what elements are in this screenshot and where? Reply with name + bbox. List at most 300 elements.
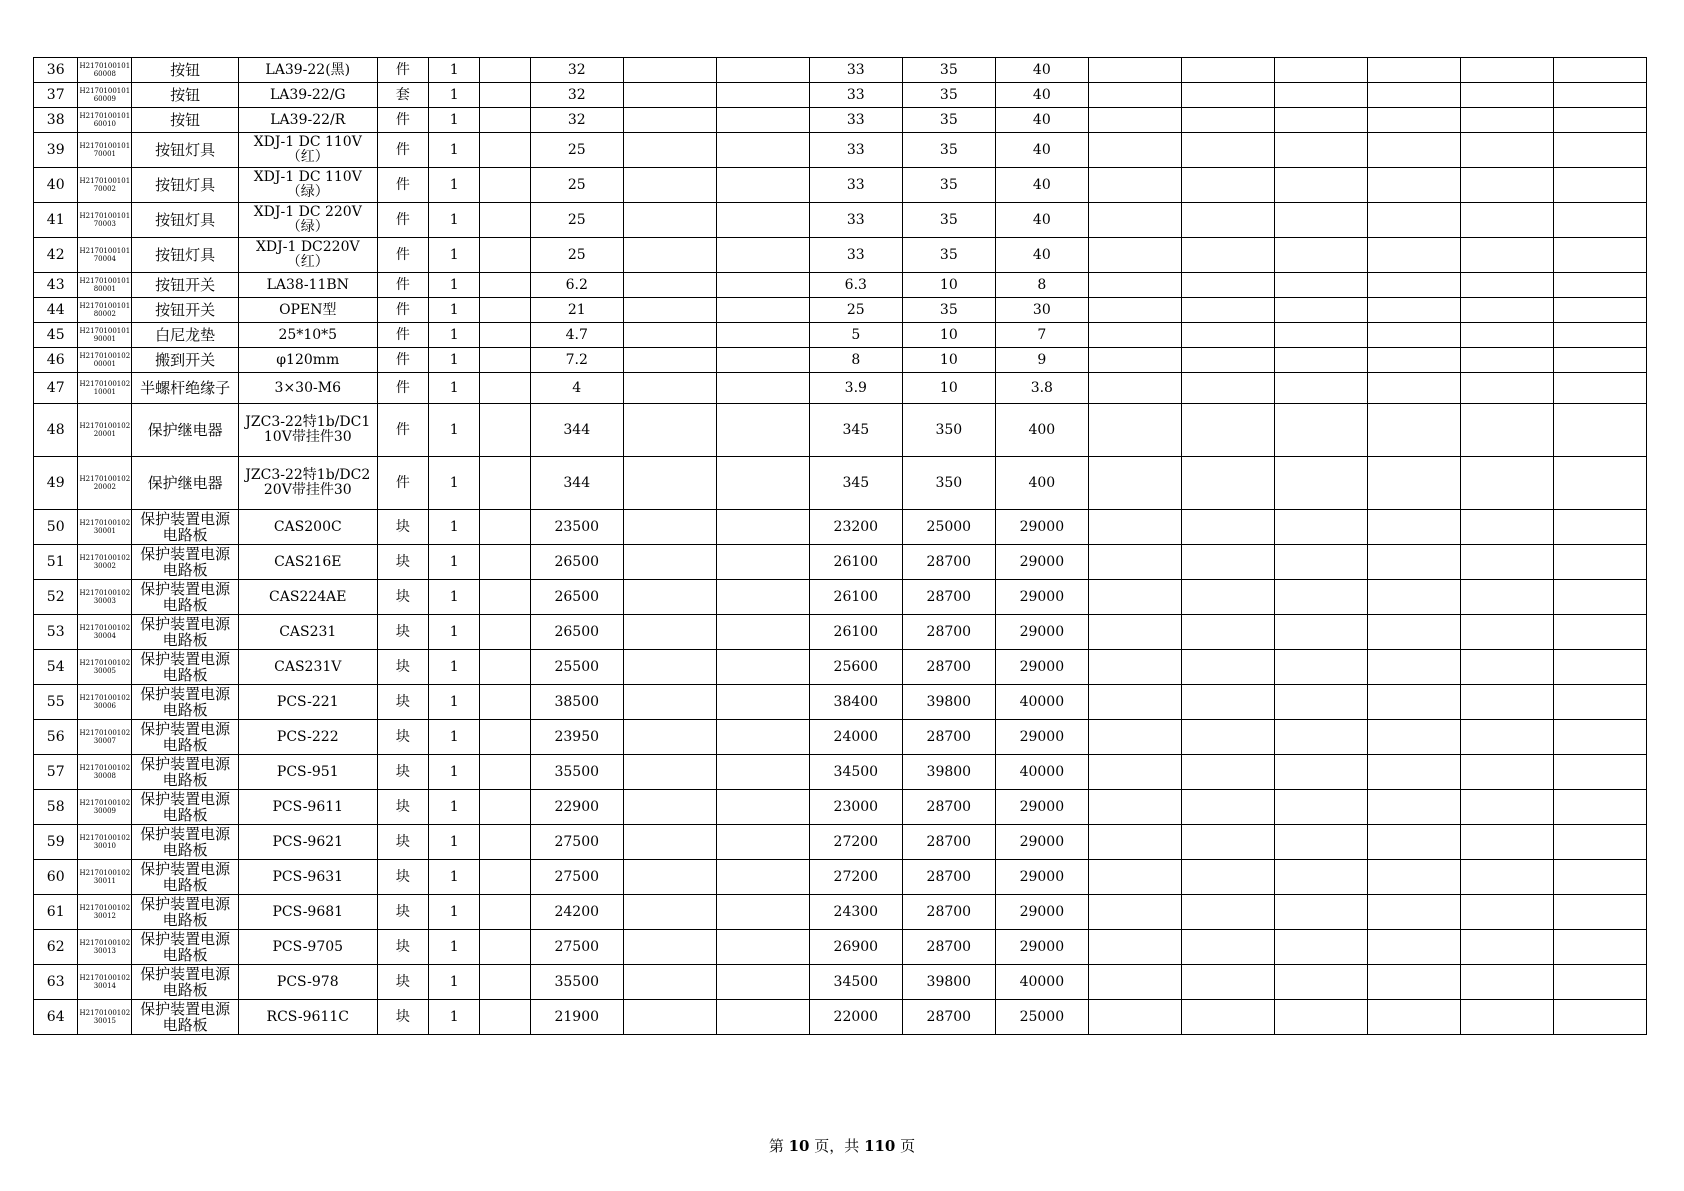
- cell-spec: CAS224AE: [239, 580, 377, 615]
- cell-blank-10: [716, 298, 809, 323]
- cell-qty: 1: [429, 168, 480, 203]
- cell-price-3: 10: [902, 373, 995, 404]
- table-row: [34, 545, 1647, 580]
- cell-price-2: 33: [809, 203, 902, 238]
- cell-qty: 1: [429, 298, 480, 323]
- cell-price-3: 35: [902, 298, 995, 323]
- cell-blank-9: [623, 457, 716, 510]
- cell-blank-10: [716, 510, 809, 545]
- cell-code: H217010010230008: [78, 755, 132, 790]
- cell-name: 半螺杆绝缘子: [132, 373, 239, 404]
- cell-blank-16: [1274, 457, 1367, 510]
- cell-blank-18: [1460, 108, 1553, 133]
- cell-blank-17: [1367, 825, 1460, 860]
- cell-price-4: 29000: [995, 510, 1088, 545]
- cell-code: H217010010230011: [78, 860, 132, 895]
- cell-blank-9: [623, 545, 716, 580]
- cell-price-3: 35: [902, 203, 995, 238]
- cell-name: 保护装置电源电路板: [132, 650, 239, 685]
- cell-price-3: 28700: [902, 1000, 995, 1035]
- cell-blank-17: [1367, 457, 1460, 510]
- cell-unit: 套: [377, 83, 429, 108]
- cell-blank-19: [1553, 930, 1646, 965]
- cell-price-3: 28700: [902, 790, 995, 825]
- table-row: [34, 825, 1647, 860]
- cell-blank-19: [1553, 83, 1646, 108]
- cell-no: 47: [34, 373, 78, 404]
- cell-blank-19: [1553, 895, 1646, 930]
- cell-blank-18: [1460, 168, 1553, 203]
- cell-blank-14: [1088, 965, 1181, 1000]
- cell-blank-18: [1460, 348, 1553, 373]
- cell-code: H217010010220001: [78, 404, 132, 457]
- cell-blank-7: [480, 930, 531, 965]
- cell-spec: XDJ-1 DC220V（红）: [239, 238, 377, 273]
- table-body: [34, 58, 1647, 1035]
- cell-code: H217010010190001: [78, 323, 132, 348]
- cell-price-1: 22900: [530, 790, 623, 825]
- cell-code: H217010010230003: [78, 580, 132, 615]
- cell-blank-17: [1367, 83, 1460, 108]
- cell-name: 保护装置电源电路板: [132, 860, 239, 895]
- cell-price-2: 33: [809, 58, 902, 83]
- cell-unit: 块: [377, 825, 429, 860]
- cell-qty: 1: [429, 930, 480, 965]
- price-table: [33, 57, 1647, 1035]
- cell-blank-7: [480, 58, 531, 83]
- table-row: [34, 168, 1647, 203]
- cell-unit: 块: [377, 650, 429, 685]
- cell-no: 36: [34, 58, 78, 83]
- cell-blank-9: [623, 58, 716, 83]
- cell-blank-16: [1274, 685, 1367, 720]
- cell-blank-10: [716, 323, 809, 348]
- cell-qty: 1: [429, 755, 480, 790]
- cell-qty: 1: [429, 720, 480, 755]
- cell-name: 保护装置电源电路板: [132, 510, 239, 545]
- cell-blank-18: [1460, 373, 1553, 404]
- cell-price-4: 29000: [995, 825, 1088, 860]
- cell-name: 保护装置电源电路板: [132, 720, 239, 755]
- cell-blank-9: [623, 895, 716, 930]
- cell-price-3: 28700: [902, 825, 995, 860]
- page-footer: [0, 1135, 1684, 1156]
- cell-blank-9: [623, 860, 716, 895]
- cell-blank-18: [1460, 930, 1553, 965]
- cell-price-3: 35: [902, 58, 995, 83]
- cell-blank-15: [1181, 790, 1274, 825]
- cell-blank-16: [1274, 895, 1367, 930]
- cell-blank-14: [1088, 133, 1181, 168]
- cell-code: H217010010230013: [78, 930, 132, 965]
- cell-qty: 1: [429, 58, 480, 83]
- table-row: [34, 790, 1647, 825]
- cell-unit: 件: [377, 373, 429, 404]
- cell-blank-9: [623, 685, 716, 720]
- cell-blank-18: [1460, 895, 1553, 930]
- cell-qty: 1: [429, 323, 480, 348]
- cell-blank-16: [1274, 348, 1367, 373]
- cell-blank-16: [1274, 58, 1367, 83]
- cell-blank-15: [1181, 298, 1274, 323]
- cell-name: 按钮开关: [132, 273, 239, 298]
- cell-price-2: 345: [809, 404, 902, 457]
- cell-name: 按钮: [132, 58, 239, 83]
- cell-qty: 1: [429, 965, 480, 1000]
- cell-blank-17: [1367, 510, 1460, 545]
- table-row: [34, 1000, 1647, 1035]
- cell-blank-17: [1367, 203, 1460, 238]
- cell-spec: XDJ-1 DC 220V（绿）: [239, 203, 377, 238]
- cell-price-3: 35: [902, 168, 995, 203]
- cell-blank-19: [1553, 203, 1646, 238]
- cell-price-1: 38500: [530, 685, 623, 720]
- cell-price-4: 29000: [995, 860, 1088, 895]
- cell-blank-14: [1088, 168, 1181, 203]
- cell-no: 57: [34, 755, 78, 790]
- cell-blank-19: [1553, 615, 1646, 650]
- cell-blank-18: [1460, 860, 1553, 895]
- cell-blank-9: [623, 373, 716, 404]
- cell-price-2: 25600: [809, 650, 902, 685]
- cell-blank-7: [480, 790, 531, 825]
- cell-blank-14: [1088, 457, 1181, 510]
- cell-qty: 1: [429, 615, 480, 650]
- cell-blank-17: [1367, 238, 1460, 273]
- cell-price-3: 39800: [902, 965, 995, 1000]
- cell-qty: 1: [429, 650, 480, 685]
- cell-blank-14: [1088, 323, 1181, 348]
- cell-price-2: 27200: [809, 825, 902, 860]
- cell-blank-14: [1088, 685, 1181, 720]
- cell-spec: CAS200C: [239, 510, 377, 545]
- cell-blank-15: [1181, 825, 1274, 860]
- cell-qty: 1: [429, 348, 480, 373]
- cell-blank-7: [480, 273, 531, 298]
- cell-blank-18: [1460, 790, 1553, 825]
- cell-price-2: 24300: [809, 895, 902, 930]
- cell-blank-18: [1460, 825, 1553, 860]
- cell-unit: 块: [377, 720, 429, 755]
- cell-code: H217010010160009: [78, 83, 132, 108]
- cell-price-1: 7.2: [530, 348, 623, 373]
- cell-blank-7: [480, 650, 531, 685]
- cell-blank-19: [1553, 755, 1646, 790]
- cell-blank-7: [480, 545, 531, 580]
- cell-price-1: 21: [530, 298, 623, 323]
- cell-blank-19: [1553, 965, 1646, 1000]
- cell-price-2: 33: [809, 108, 902, 133]
- cell-blank-19: [1553, 860, 1646, 895]
- cell-name: 按钮灯具: [132, 168, 239, 203]
- cell-price-4: 40: [995, 168, 1088, 203]
- cell-blank-18: [1460, 720, 1553, 755]
- cell-qty: 1: [429, 133, 480, 168]
- cell-blank-10: [716, 83, 809, 108]
- cell-code: H217010010230007: [78, 720, 132, 755]
- cell-blank-10: [716, 755, 809, 790]
- cell-price-1: 26500: [530, 615, 623, 650]
- cell-unit: 件: [377, 133, 429, 168]
- cell-price-2: 33: [809, 168, 902, 203]
- cell-blank-17: [1367, 650, 1460, 685]
- cell-blank-9: [623, 298, 716, 323]
- footer-prefix: 第: [768, 1137, 784, 1155]
- cell-price-3: 25000: [902, 510, 995, 545]
- cell-price-4: 29000: [995, 650, 1088, 685]
- cell-blank-16: [1274, 83, 1367, 108]
- cell-blank-19: [1553, 545, 1646, 580]
- cell-price-4: 7: [995, 323, 1088, 348]
- cell-price-2: 26900: [809, 930, 902, 965]
- cell-blank-9: [623, 510, 716, 545]
- cell-price-4: 29000: [995, 790, 1088, 825]
- cell-blank-7: [480, 1000, 531, 1035]
- cell-qty: 1: [429, 457, 480, 510]
- cell-blank-18: [1460, 273, 1553, 298]
- cell-no: 43: [34, 273, 78, 298]
- cell-price-3: 39800: [902, 685, 995, 720]
- cell-blank-18: [1460, 510, 1553, 545]
- cell-blank-16: [1274, 323, 1367, 348]
- cell-blank-18: [1460, 545, 1553, 580]
- cell-blank-18: [1460, 685, 1553, 720]
- cell-blank-10: [716, 860, 809, 895]
- cell-blank-17: [1367, 685, 1460, 720]
- cell-qty: 1: [429, 404, 480, 457]
- cell-unit: 块: [377, 860, 429, 895]
- cell-price-4: 29000: [995, 930, 1088, 965]
- cell-blank-10: [716, 720, 809, 755]
- cell-name: 按钮灯具: [132, 133, 239, 168]
- cell-spec: RCS-9611C: [239, 1000, 377, 1035]
- cell-price-1: 35500: [530, 965, 623, 1000]
- footer-suffix: 页: [900, 1137, 916, 1155]
- cell-blank-15: [1181, 615, 1274, 650]
- cell-price-4: 40: [995, 83, 1088, 108]
- cell-blank-7: [480, 373, 531, 404]
- cell-price-4: 40: [995, 203, 1088, 238]
- cell-no: 45: [34, 323, 78, 348]
- cell-unit: 件: [377, 298, 429, 323]
- cell-price-2: 38400: [809, 685, 902, 720]
- cell-qty: 1: [429, 545, 480, 580]
- cell-blank-15: [1181, 348, 1274, 373]
- cell-price-4: 8: [995, 273, 1088, 298]
- cell-blank-16: [1274, 965, 1367, 1000]
- cell-price-4: 400: [995, 404, 1088, 457]
- table-row: [34, 298, 1647, 323]
- cell-name: 按钮灯具: [132, 203, 239, 238]
- cell-unit: 块: [377, 545, 429, 580]
- cell-blank-15: [1181, 273, 1274, 298]
- cell-blank-7: [480, 203, 531, 238]
- cell-price-4: 40: [995, 133, 1088, 168]
- cell-blank-19: [1553, 457, 1646, 510]
- cell-blank-18: [1460, 133, 1553, 168]
- cell-no: 61: [34, 895, 78, 930]
- cell-qty: 1: [429, 83, 480, 108]
- cell-no: 62: [34, 930, 78, 965]
- cell-unit: 块: [377, 965, 429, 1000]
- cell-name: 保护装置电源电路板: [132, 965, 239, 1000]
- cell-blank-19: [1553, 348, 1646, 373]
- cell-blank-7: [480, 238, 531, 273]
- cell-no: 46: [34, 348, 78, 373]
- cell-blank-10: [716, 1000, 809, 1035]
- cell-blank-18: [1460, 1000, 1553, 1035]
- cell-qty: 1: [429, 238, 480, 273]
- cell-blank-7: [480, 510, 531, 545]
- cell-price-1: 32: [530, 83, 623, 108]
- cell-blank-16: [1274, 133, 1367, 168]
- cell-blank-19: [1553, 825, 1646, 860]
- cell-blank-16: [1274, 168, 1367, 203]
- table-row: [34, 650, 1647, 685]
- cell-no: 37: [34, 83, 78, 108]
- cell-spec: PCS-221: [239, 685, 377, 720]
- cell-price-1: 26500: [530, 545, 623, 580]
- cell-blank-17: [1367, 108, 1460, 133]
- cell-name: 保护装置电源电路板: [132, 930, 239, 965]
- cell-blank-14: [1088, 650, 1181, 685]
- cell-price-4: 400: [995, 457, 1088, 510]
- cell-blank-14: [1088, 860, 1181, 895]
- cell-blank-10: [716, 615, 809, 650]
- cell-blank-14: [1088, 790, 1181, 825]
- cell-blank-17: [1367, 323, 1460, 348]
- cell-blank-7: [480, 860, 531, 895]
- cell-blank-16: [1274, 108, 1367, 133]
- cell-price-1: 25: [530, 133, 623, 168]
- cell-blank-7: [480, 83, 531, 108]
- cell-price-4: 29000: [995, 580, 1088, 615]
- cell-price-1: 344: [530, 404, 623, 457]
- cell-blank-7: [480, 825, 531, 860]
- cell-code: H217010010230001: [78, 510, 132, 545]
- cell-code: H217010010180001: [78, 273, 132, 298]
- cell-blank-18: [1460, 298, 1553, 323]
- cell-blank-19: [1553, 298, 1646, 323]
- cell-blank-17: [1367, 790, 1460, 825]
- cell-blank-10: [716, 895, 809, 930]
- cell-qty: 1: [429, 790, 480, 825]
- cell-unit: 件: [377, 457, 429, 510]
- cell-price-1: 4: [530, 373, 623, 404]
- cell-spec: CAS231V: [239, 650, 377, 685]
- table-row: [34, 58, 1647, 83]
- cell-blank-10: [716, 348, 809, 373]
- cell-blank-15: [1181, 108, 1274, 133]
- cell-blank-15: [1181, 755, 1274, 790]
- cell-spec: LA39-22/R: [239, 108, 377, 133]
- cell-price-1: 26500: [530, 580, 623, 615]
- cell-price-2: 34500: [809, 755, 902, 790]
- cell-price-3: 28700: [902, 895, 995, 930]
- cell-price-2: 26100: [809, 580, 902, 615]
- cell-price-4: 40: [995, 108, 1088, 133]
- cell-blank-19: [1553, 720, 1646, 755]
- cell-blank-9: [623, 1000, 716, 1035]
- cell-blank-9: [623, 238, 716, 273]
- cell-blank-7: [480, 133, 531, 168]
- cell-blank-14: [1088, 580, 1181, 615]
- cell-blank-15: [1181, 203, 1274, 238]
- cell-price-3: 28700: [902, 650, 995, 685]
- cell-code: H217010010230004: [78, 615, 132, 650]
- cell-blank-15: [1181, 685, 1274, 720]
- cell-name: 按钮灯具: [132, 238, 239, 273]
- cell-blank-14: [1088, 298, 1181, 323]
- cell-unit: 件: [377, 348, 429, 373]
- cell-blank-9: [623, 650, 716, 685]
- cell-spec: JZC3-22特1b/DC110V带挂件30: [239, 404, 377, 457]
- cell-spec: CAS231: [239, 615, 377, 650]
- cell-price-4: 29000: [995, 720, 1088, 755]
- cell-spec: PCS-9681: [239, 895, 377, 930]
- cell-blank-16: [1274, 238, 1367, 273]
- table-row: [34, 615, 1647, 650]
- cell-unit: 件: [377, 404, 429, 457]
- cell-unit: 块: [377, 580, 429, 615]
- cell-blank-7: [480, 348, 531, 373]
- cell-unit: 件: [377, 203, 429, 238]
- cell-price-1: 23500: [530, 510, 623, 545]
- cell-blank-19: [1553, 650, 1646, 685]
- table-row: [34, 238, 1647, 273]
- cell-blank-9: [623, 273, 716, 298]
- cell-blank-9: [623, 348, 716, 373]
- cell-blank-16: [1274, 545, 1367, 580]
- table-row: [34, 323, 1647, 348]
- cell-price-1: 24200: [530, 895, 623, 930]
- footer-middle: 页，共: [814, 1137, 860, 1155]
- cell-blank-10: [716, 273, 809, 298]
- cell-blank-7: [480, 404, 531, 457]
- cell-price-3: 35: [902, 238, 995, 273]
- table-row: [34, 203, 1647, 238]
- cell-code: H217010010170002: [78, 168, 132, 203]
- cell-price-4: 29000: [995, 545, 1088, 580]
- cell-price-2: 5: [809, 323, 902, 348]
- cell-blank-7: [480, 685, 531, 720]
- cell-name: 保护装置电源电路板: [132, 895, 239, 930]
- cell-qty: 1: [429, 895, 480, 930]
- cell-spec: PCS-9621: [239, 825, 377, 860]
- cell-price-2: 33: [809, 83, 902, 108]
- cell-name: 按钮开关: [132, 298, 239, 323]
- cell-blank-14: [1088, 58, 1181, 83]
- cell-spec: PCS-978: [239, 965, 377, 1000]
- cell-price-3: 10: [902, 273, 995, 298]
- cell-blank-14: [1088, 930, 1181, 965]
- cell-blank-17: [1367, 373, 1460, 404]
- cell-unit: 块: [377, 685, 429, 720]
- cell-price-2: 26100: [809, 545, 902, 580]
- cell-qty: 1: [429, 203, 480, 238]
- cell-price-4: 40: [995, 238, 1088, 273]
- cell-blank-18: [1460, 457, 1553, 510]
- cell-blank-17: [1367, 298, 1460, 323]
- cell-blank-17: [1367, 348, 1460, 373]
- cell-price-2: 24000: [809, 720, 902, 755]
- cell-price-1: 35500: [530, 755, 623, 790]
- cell-blank-10: [716, 650, 809, 685]
- cell-blank-15: [1181, 545, 1274, 580]
- cell-spec: PCS-9611: [239, 790, 377, 825]
- cell-blank-19: [1553, 58, 1646, 83]
- cell-price-1: 25: [530, 168, 623, 203]
